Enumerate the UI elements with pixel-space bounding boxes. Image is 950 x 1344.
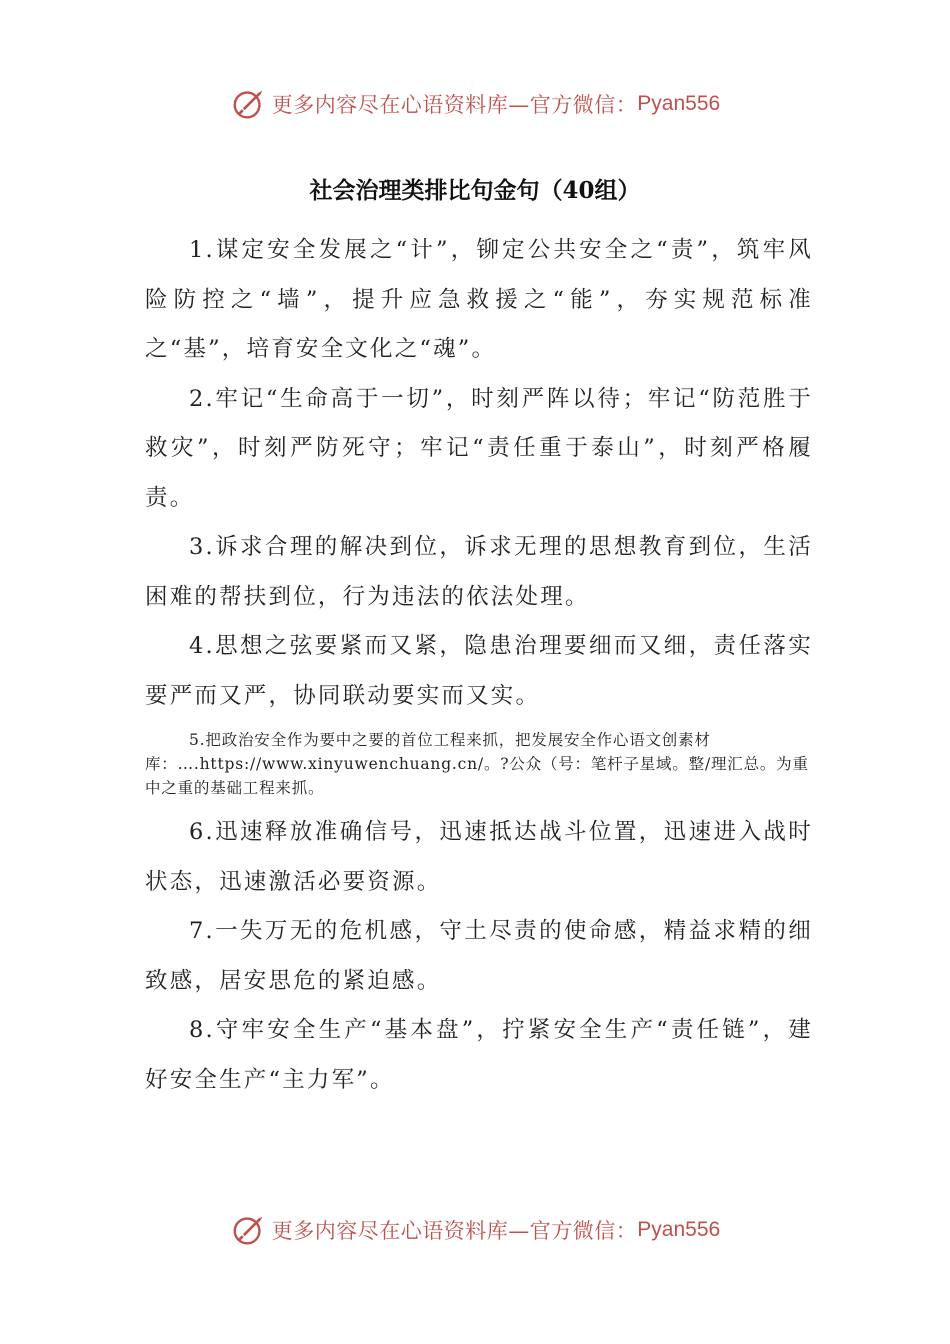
paragraph-3: 3.诉求合理的解决到位，诉求无理的思想教育到位，生活困难的帮扶到位，行为违法的依法处理。 <box>145 534 813 610</box>
paragraph-6: 6.迅速释放准确信号，迅速抵达战斗位置，迅速进入战时状态，迅速激活必要资源。 <box>145 819 813 895</box>
paragraph-2: 2.牢记“生命高于一切”，时刻严阵以待；牢记“防范胜于救灾”，时刻严防死守；牢记“责任重于泰山”，时刻严格履责。 <box>145 385 813 511</box>
footer-banner <box>0 1208 950 1252</box>
paragraph-5-small: 5.把政治安全作为要中之要的首位工程来抓，把发展安全作心语文创素材库：….https://www.xinyuwenchuang.cn/。?公众（号：笔杆子星域。整/理汇总。为重中之重的基础工程来抓。 <box>145 731 809 797</box>
footer-banner-wechat: Pyan556 <box>637 1218 721 1241</box>
pen-circle-logo-icon <box>230 1211 268 1249</box>
paragraph-4: 4.思想之弦要紧而又紧，隐患治理要细而又细，责任落实要严而又严，协同联动要实而又实。 <box>145 633 813 709</box>
paragraph-1: 1.谋定安全发展之“计”，铆定公共安全之“责”，筑牢风险防控之“墙”，提升应急救援之“能”，夯实规范标准之“基”，培育安全文化之“魂”。 <box>145 237 813 362</box>
header-banner-text: 更多内容尽在心语资料库—官方微信： <box>271 93 638 117</box>
paragraph-8: 8.守牢安全生产“基本盘”，拧紧安全生产“责任链”，建好安全生产“主力军”。 <box>145 1017 813 1093</box>
footer-banner-text: 更多内容尽在心语资料库—官方微信： <box>271 1219 638 1243</box>
pen-circle-logo-icon <box>230 85 268 123</box>
header-banner <box>0 82 950 126</box>
page-title: 社会治理类排比句金句（40组） <box>309 177 641 204</box>
header-banner-wechat: Pyan556 <box>637 92 721 115</box>
document-body <box>145 226 813 1105</box>
paragraph-7: 7.一失万无的危机感，守土尽责的使命感，精益求精的细致感，居安思危的紧迫感。 <box>145 918 813 994</box>
